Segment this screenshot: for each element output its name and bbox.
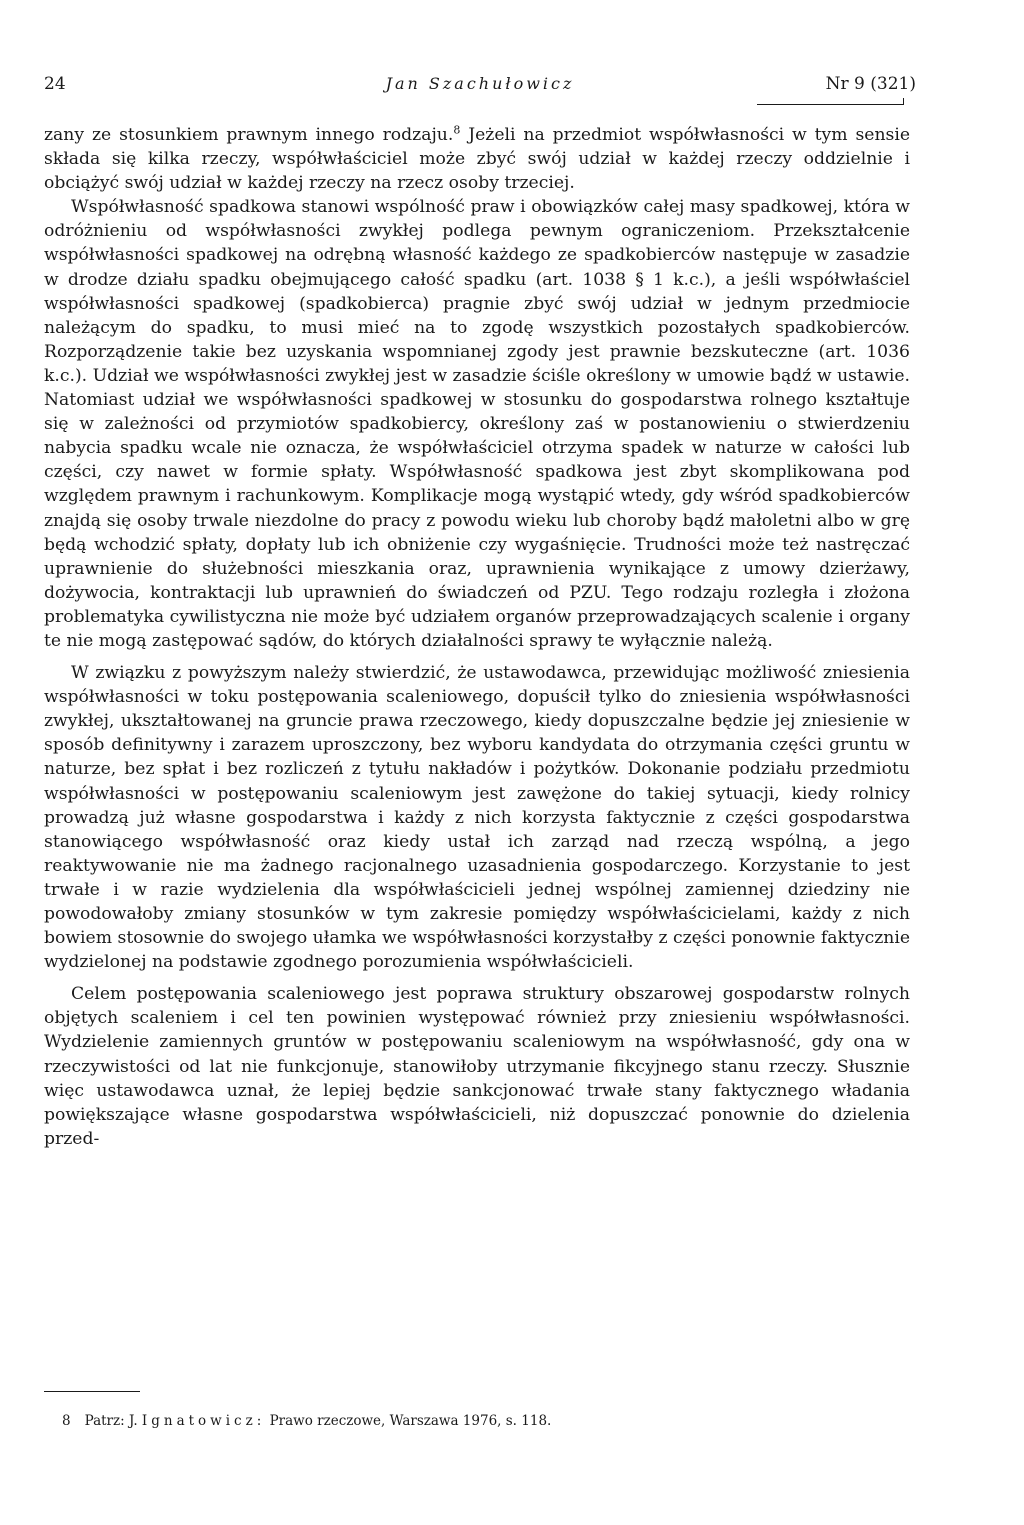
footnote-lead: Patrz: J. <box>84 1413 138 1429</box>
paragraph-text: zany ze stosunkiem prawnym innego rodzaju. <box>44 125 454 145</box>
footnote-reference: 8 <box>453 123 461 137</box>
article-body <box>44 123 910 1151</box>
footnote-separator <box>44 1391 140 1392</box>
header-rule <box>757 104 904 105</box>
paragraph-text: Jeżeli na przedmiot współwłasności w tym sensie składa się kilka rzeczy, współwłaściciel może zbyć swój udział w każdej rzeczy oddzielnie i obciążyć swój udział w każdej rzeczy na rzecz osoby trzeciej. <box>44 125 911 194</box>
footnote-author: Ignatowicz: <box>141 1413 266 1429</box>
header-rule-tick <box>903 98 904 105</box>
issue-number: Nr 9 (321) <box>825 74 916 94</box>
footnote-citation: Prawo rzeczowe, Warszawa 1976, s. 118. <box>269 1413 552 1429</box>
paragraph-inheritance-coownership: Współwłasność spadkowa stanowi wspólność praw i obowiązków całej masy spadkowej, która w odróżnieniu od współwłasności zwykłej podlega pewnym ograniczeniom. Przekształcenie współwłasności spadkowej na odrębną własność każdego ze spadkobierców następuje w zasadzie w drodze działu spadku obejmującego całość spadku (art. 1038 § 1 k.c.), a jeśli współwłaściel współwłasności spadkowej (spadkobierca) pragnie zbyć swój udział w jednym przedmiocie należącym do spadku, to musi mieć na to zgodę wszystkich pozostałych spadkobierców. Rozporządzenie takie bez uzyskania wspomnianej zgody jest prawnie bezskuteczne (art. 1036 k.c.). Udział we współwłasności zwykłej jest w zasadzie ściśle określony w umowie bądź w ustawie. Natomiast udział we współwłasności spadkowej w stosunku do gospodarstwa rolnego kształtuje się w zależności od przymiotów spadkobiercy, określony zaś w postanowieniu o stwierdzeniu nabycia spadku wcale nie oznacza, że współwłaściciel otrzyma spadek w naturze w całości lub części, czy nawet w formie spłaty. Współwłasność spadkowa jest zbyt skomplikowana pod względem prawnym i rachunkowym. Komplikacje mogą wystąpić wtedy, gdy wśród spadkobierców znajdą się osoby trwale niezdolne do pracy z powodu wieku lub choroby bądź małoletni albo w grę będą wchodzić spłaty, dopłaty lub ich obniżenie czy wygaśnięcie. Trudności może też nastręczać uprawnienie do służebności mieszkania oraz, uprawnienia wynikające z umowy dzierżawy, dożywocia, kontraktacji lub uprawnień do świadczeń od PZU. Tego rodzaju rozległa i złożona problematyka cywilistyczna nie może być udziałem organów przeprowadzających scalenie i organy te nie mogą zastępować sądów, do których działalności sprawy te wyłącznie należą. <box>44 197 910 651</box>
page-number: 24 <box>44 74 66 94</box>
paragraph-legislator-conclusion: W związku z powyższym należy stwierdzić, że ustawodawca, przewidując możliwość zniesienia współwłasności w toku postępowania scaleniowego, dopuścił tylko do zniesienia współwłasności zwykłej, ukształtowanej na gruncie prawa rzeczowego, kiedy dopuszczalne będzie jej zniesienie w sposób definitywny i zarazem uproszczony, bez wyboru kandydata do otrzymania części gruntu w naturze, bez spłat i bez rozliczeń z tytułu nakładów i pożytków. Dokonanie podziału przedmiotu współwłasności w postępowaniu scaleniowym jest zawężone do takiej sytuacji, kiedy rolnicy prowadzą już własne gospodarstwa i każdy z nich korzysta faktycznie z części gospodarstwa stanowiącego współwłasność oraz kiedy ustał ich zarząd nad rzeczą wspólną, a jego reaktywowanie nie ma żadnego racjonalnego uzasadnienia gospodarczego. Korzystanie to jest trwałe i w razie wydzielenia dla współwłaścicieli jednej wspólnej zamiennej dziedziny nie powodowałoby zmiany stosunków w tym zakresie pomiędzy współwłaścicielami, każdy z nich bowiem stosownie do swojego ułamka we współwłasności korzystałby z części ponownie faktycznie wydzielonej na podstawie zgodnego porozumienia współwłaścicieli. <box>44 663 910 973</box>
page-header <box>44 74 916 100</box>
running-head-author: Jan Szachułowicz <box>385 74 575 93</box>
footnote-number: 8 <box>62 1413 71 1429</box>
paragraph-continuation <box>44 123 910 195</box>
paragraph-consolidation-goal: Celem postępowania scaleniowego jest poprawa struktury obszarowej gospodarstw rolnych objętych scaleniem i cel ten powinien występować również przy zniesieniu współwłasności. Wydzielenie zamiennych gruntów w postępowaniu scaleniowym na współwłasność, gdy ona w rzeczywistości od lat nie funkcjonuje, stanowiłoby utrzymanie fikcyjnego stanu rzeczy. Słusznie więc ustawodawca uznał, że lepiej będzie sankcjonować trwałe stany faktycznego władania powiększające własne gospodarstwa współwłaścicieli, niż dopuszczać ponownie do dzielenia przed- <box>44 984 910 1149</box>
footnote <box>44 1412 910 1430</box>
